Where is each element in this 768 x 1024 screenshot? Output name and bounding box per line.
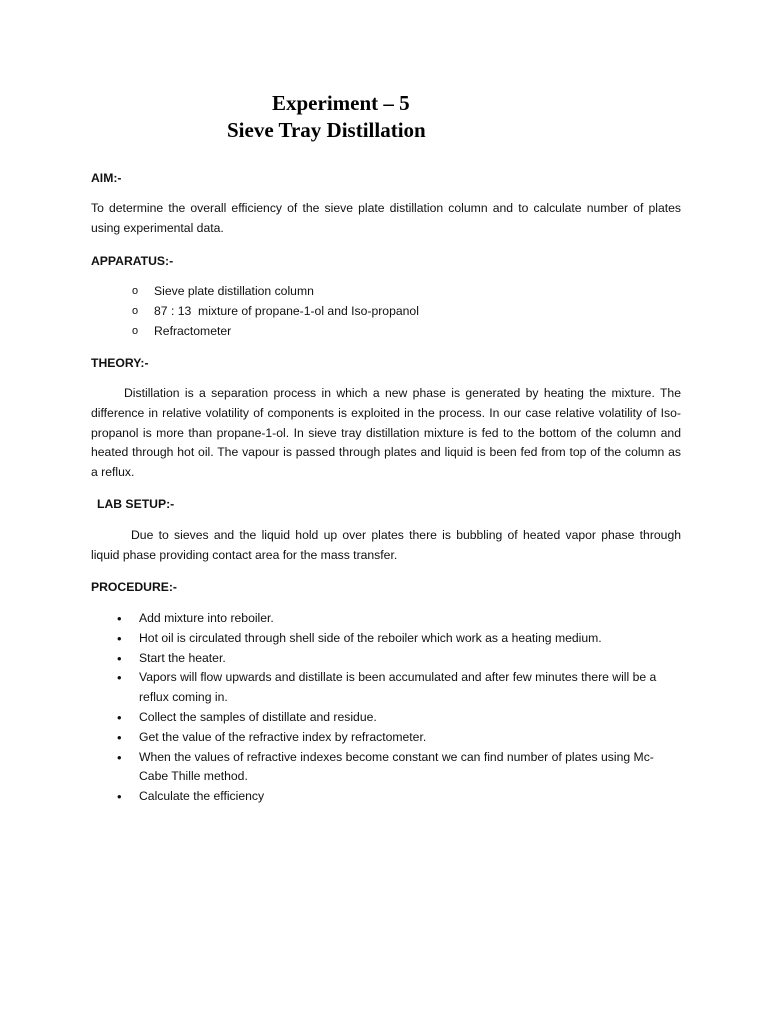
bullet-marker: •	[117, 749, 122, 765]
apparatus-item	[132, 282, 674, 302]
procedure-heading: PROCEDURE:-	[91, 580, 177, 594]
lab-setup-heading: LAB SETUP:-	[97, 497, 175, 511]
bullet-marker: •	[117, 650, 122, 666]
theory-heading: THEORY:-	[91, 356, 149, 370]
apparatus-item-text: 87 : 13 mixture of propane-1-ol and Iso-propanol	[154, 303, 419, 318]
procedure-step-text: Collect the samples of distillate and residue.	[139, 709, 377, 724]
procedure-step	[117, 609, 679, 629]
procedure-step-text: Vapors will flow upwards and distillate is been accumulated and after few minutes there will be a reflux coming in.	[139, 670, 657, 705]
apparatus-item	[132, 302, 674, 322]
procedure-step	[117, 787, 679, 807]
apparatus-item-text: Sieve plate distillation column	[154, 284, 314, 298]
lab-setup-text: Due to sieves and the liquid hold up over plates there is bubbling of heated vapor phase through liquid phase providing contact area for the mass transfer.	[91, 528, 681, 562]
apparatus-item-text: Refractometer	[154, 323, 232, 338]
aim-heading: AIM:-	[91, 171, 122, 185]
procedure-step-text: Calculate the efficiency	[139, 789, 265, 804]
procedure-step-text: Start the heater.	[139, 650, 226, 665]
list-marker: o	[132, 304, 139, 317]
procedure-step-text: When the values of refractive indexes become constant we can find number of plates using Mc-Cabe Thille method.	[139, 749, 654, 784]
bullet-marker: •	[117, 670, 122, 686]
procedure-step-text: Add mixture into reboiler.	[139, 611, 274, 625]
title-experiment-name: Sieve Tray Distillation	[227, 118, 426, 142]
bullet-marker: •	[117, 729, 122, 745]
procedure-step	[117, 629, 679, 649]
procedure-step	[117, 668, 679, 708]
bullet-marker: •	[117, 611, 122, 626]
aim-text: To determine the overall efficiency of the sieve plate distillation column and to calculate number of plates using experimental data.	[91, 201, 681, 235]
bullet-marker: •	[117, 709, 122, 725]
apparatus-heading: APPARATUS:-	[91, 254, 174, 268]
apparatus-list	[132, 282, 674, 341]
bullet-marker: •	[117, 789, 122, 805]
procedure-step	[117, 708, 679, 728]
procedure-step-text: Get the value of the refractive index by refractometer.	[139, 729, 427, 744]
title-experiment-number: Experiment – 5	[272, 91, 410, 115]
list-marker: o	[132, 324, 139, 337]
procedure-step	[117, 649, 679, 669]
apparatus-item	[132, 322, 674, 342]
procedure-step	[117, 728, 679, 748]
procedure-step	[117, 748, 679, 788]
bullet-marker: •	[117, 630, 122, 646]
procedure-step-text: Hot oil is circulated through shell side of the reboiler which work as a heating medium.	[139, 630, 602, 645]
theory-text: Distillation is a separation process in which a new phase is generated by heating the mixture. The difference in relative volatility of components is exploited in the process. In our case relative volatility of Iso-propanol is more than propane-1-ol. In sieve tray distillation mixture is fed to the bottom of the column and heated through hot oil. The vapour is passed through plates and liquid is been fed from top of the column as a reflux.	[91, 386, 681, 480]
list-marker: o	[132, 285, 139, 297]
procedure-list	[117, 609, 679, 807]
